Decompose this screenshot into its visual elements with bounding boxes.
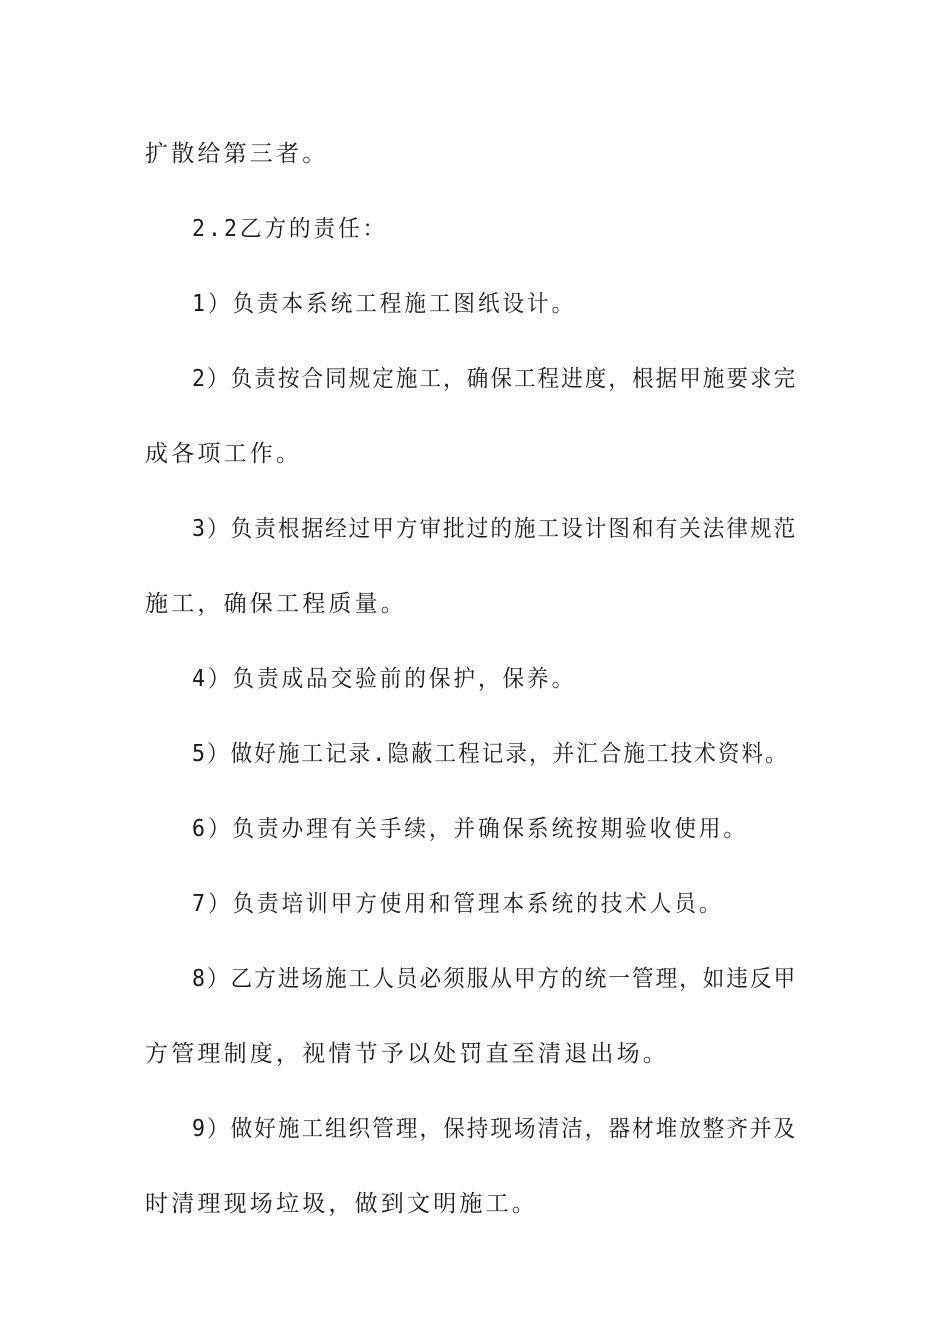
list-item-9-line-1: 9）做好施工组织管理，保持现场清洁，器材堆放整齐并及 xyxy=(192,1116,798,1142)
list-item-9-line-2: 时清理现场垃圾，做到文明施工。 xyxy=(145,1191,538,1217)
list-item-4: 4）负责成品交验前的保护，保养。 xyxy=(192,666,577,692)
section-heading-2-2: 2.2乙方的责任： xyxy=(192,216,388,242)
list-item-2-line-1: 2）负责按合同规定施工，确保工程进度，根据甲施要求完 xyxy=(192,366,798,392)
list-item-1: 1）负责本系统工程施工图纸设计。 xyxy=(192,291,577,317)
list-item-7: 7）负责培训甲方使用和管理本系统的技术人员。 xyxy=(192,891,724,917)
list-item-8-line-2: 方管理制度，视情节予以处罚直至清退出场。 xyxy=(145,1041,669,1067)
list-item-5: 5）做好施工记录.隐蔽工程记录，并汇合施工技术资料。 xyxy=(192,741,789,767)
list-item-3-line-1: 3）负责根据经过甲方审批过的施工设计图和有关法律规范 xyxy=(192,516,798,542)
list-item-3-line-2: 施工，确保工程质量。 xyxy=(145,591,407,617)
paragraph-continuation: 扩散给第三者。 xyxy=(145,141,329,167)
list-item-8-line-1: 8）乙方进场施工人员必须服从甲方的统一管理，如违反甲 xyxy=(192,966,798,992)
list-item-2-line-2: 成各项工作。 xyxy=(145,441,303,467)
list-item-6: 6）负责办理有关手续，并确保系统按期验收使用。 xyxy=(192,816,748,842)
